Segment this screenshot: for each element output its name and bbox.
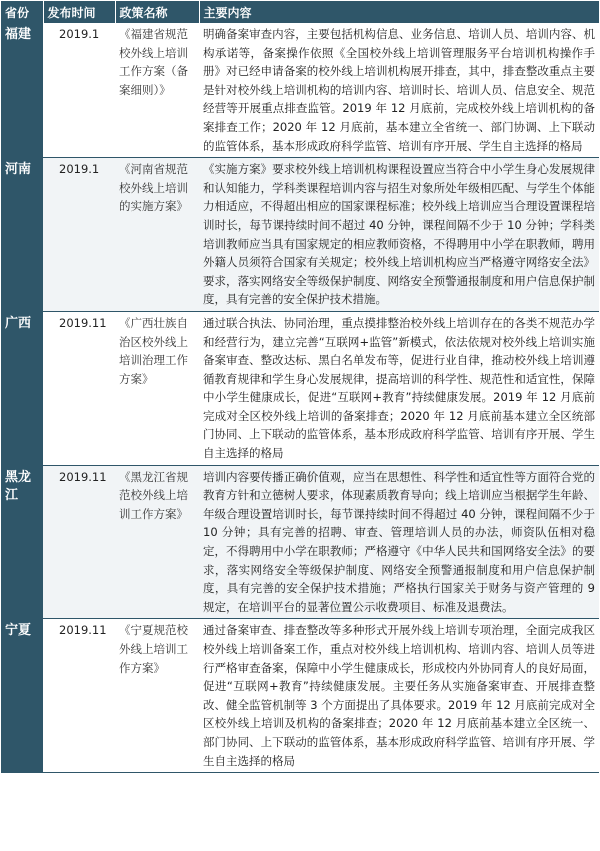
header-row — [1, 1, 599, 23]
province-cell: 宁夏 — [1, 619, 43, 773]
content-cell: 明确备案审查内容，主要包括机构信息、业务信息、培训人员、培训内容、机构承诺等，备案操作依照《全国校外线上培训管理服务平台培训机构操作手册》对已经申请备案的校外线上培训机构展开排查，其中，排查整改重点主要是针对校外线上培训机构的培训内容、培训时长、培训人员、信息安全、规范经营等开展重点排查监管。2019 年 12 月底前，完成校外线上培训机构的备案排查工作；2020 年 12 月底前，基本建立全省统一、部门协调、上下联动的监管体系，基本形成政府科学监管、培训有序开展、学生自主选择的格局 — [199, 23, 599, 158]
policy-name-cell: 《宁夏规范校外线上培训工作方案》 — [115, 619, 199, 773]
province-cell: 广西 — [1, 311, 43, 465]
content-cell: 培训内容要传播正确价值观，应当在思想性、科学性和适宜性等方面符合党的教育方针和立德树人要求，体现素质教育导向；线上培训应当根据学生年龄、年级合理设置培训时长，每节课持续时间不得超过 40 分钟，课程间隔不少于 10 分钟；具有完善的招聘、审查、管理培训人员的办法，师资队伍相对稳定，不得聘用中小学在职教师；严格遵守《中华人民共和国网络安全法》的要求，落实网络安全等级保护制度、网络安全预警通报制度和用户信息保护制度，具有完善的安全保护技术措施；严格执行国家关于财务与资产管理的 9 规定，在培训平台的显著位置公示收费项目、标准及退费法。 — [199, 465, 599, 619]
header-province: 省份 — [1, 1, 43, 23]
province-cell: 黑龙江 — [1, 465, 43, 619]
header-date: 发布时间 — [43, 1, 115, 23]
table-row — [1, 23, 599, 158]
table-row — [1, 158, 599, 312]
table-row — [1, 311, 599, 465]
policy-table — [1, 1, 600, 773]
content-cell: 《实施方案》要求校外线上培训机构课程设置应当符合中小学生身心发展规律和认知能力，学科类课程培训内容与招生对象所处年级相匹配、与学生个体能力相适应，不得超出相应的国家课程标准；校外线上培训应当合理设置课程培训时长，每节课持续时间不超过 40 分钟，课程间隔不少于 10 分钟；学科类培训教师应当具有国家规定的相应教师资格，不得聘用中小学在职教师，聘用外籍人员须符合国家有关规定；校外线上培训机构应当严格遵守网络安全法》要求，落实网络安全等级保护制度、网络安全预警通报制度和用户信息保护制度，具有完善的安全保护技术措施。 — [199, 158, 599, 312]
content-cell: 通过联合执法、协同治理，重点摸排整治校外线上培训存在的各类不规范办学和经营行为，建立完善“互联网+监管”新模式，依法依规对校外线上培训实施备案审查、整改达标、黑白名单发布等，促进行业自律，推动校外线上培训遵循教育规律和学生身心发展规律，提高培训的科学性、规范性和适宜性，保障中小学生健康成长，促进“互联网+教育”持续健康发展。2019 年 12 月底前完成对全区校外线上培训的备案排查；2020 年 12 月底前基本建立全区统部门协同、上下联动的监管体系，基本形成政府科学监管、培训有序开展、学生自主选择的格局 — [199, 311, 599, 465]
date-cell: 2019.11 — [43, 619, 115, 773]
date-cell: 2019.1 — [43, 23, 115, 158]
table-row — [1, 619, 599, 773]
date-cell: 2019.11 — [43, 465, 115, 619]
table-row — [1, 465, 599, 619]
header-policy-name: 政策名称 — [115, 1, 199, 23]
province-cell: 福建 — [1, 23, 43, 158]
province-cell: 河南 — [1, 158, 43, 312]
content-cell: 通过备案审查、排查整改等多种形式开展外线上培训专项治理，全面完成我区校外线上培训备案工作，重点对校外线上培训机构、培训内容、培训人员等进行严格审查备案，保障中小学生健康成长，形成校内外协同育人的良好局面，促进“互联网+教育”持续健康发展。主要任务从实施备案审查、开展排查整改、健全监管机制等 3 个方面提出了具体要求。2019 年 12 月底前完成对全区校外线上培训及机构的备案排查；2020 年 12 月底前基本建立全区统一、部门协同、上下联动的监管体系，基本形成政府科学监管、培训有序开展、学生自主选择的格局 — [199, 619, 599, 773]
policy-name-cell: 《福建省规范校外线上培训工作方案（备案细则）》 — [115, 23, 199, 158]
date-cell: 2019.11 — [43, 311, 115, 465]
policy-name-cell: 《河南省规范校外线上培训的实施方案》 — [115, 158, 199, 312]
date-cell: 2019.1 — [43, 158, 115, 312]
policy-name-cell: 《广西壮族自治区校外线上培训治理工作方案》 — [115, 311, 199, 465]
policy-name-cell: 《黑龙江省规范校外线上培训工作方案》 — [115, 465, 199, 619]
header-content: 主要内容 — [199, 1, 599, 23]
